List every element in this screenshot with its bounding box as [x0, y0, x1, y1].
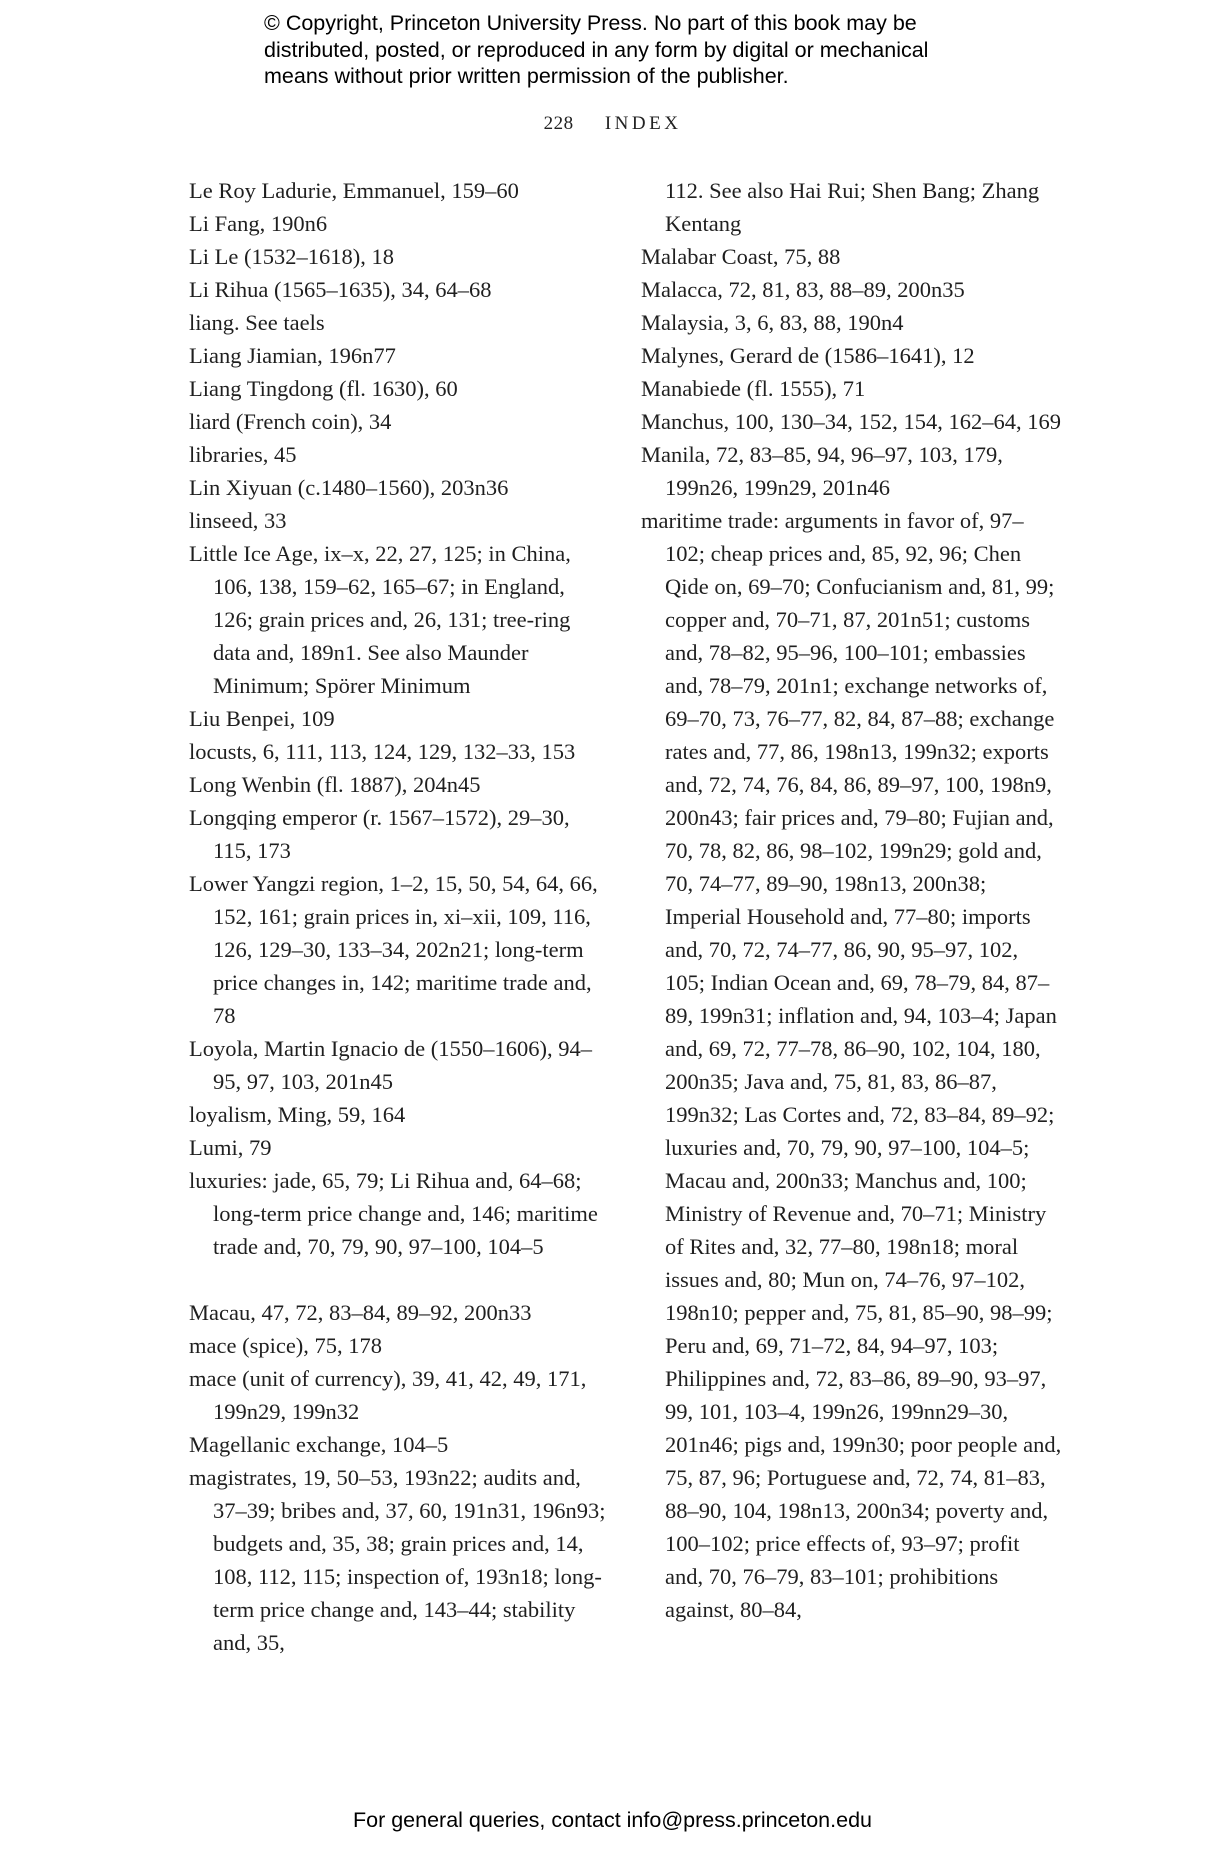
- index-entry: locusts, 6, 111, 113, 124, 129, 132–33, 153: [189, 739, 576, 764]
- index-column-right: [641, 174, 1063, 1626]
- copyright-notice: [264, 10, 984, 90]
- index-entry: Lumi, 79: [189, 1135, 272, 1160]
- page-title: INDEX: [604, 113, 682, 134]
- index-entry: Little Ice Age, ix–x, 22, 27, 125; in China, 106, 138, 159–62, 165–67; in England, 126; grain prices and, 26, 131; tree-ring data and, 189n1. See also Maunder Minimum; Spörer Minimum: [189, 541, 571, 698]
- index-entry: Loyola, Martin Ignacio de (1550–1606), 94–95, 97, 103, 201n45: [189, 1036, 593, 1094]
- index-entry: Manila, 72, 83–85, 94, 96–97, 103, 179, 199n26, 199n29, 201n46: [641, 442, 1003, 500]
- index-entry: maritime trade: arguments in favor of, 97–102; cheap prices and, 85, 92, 96; Chen Qide on, 69–70; Confucianism and, 81, 99; copper and, 70–71, 87, 201n51; customs and, 78–82, 95–96, 100–101; embassies and, 78–79, 201n1; exchange networks of, 69–70, 73, 76–77, 82, 84, 87–88; exchange rates and, 77, 86, 198n13, 199n32; exports and, 72, 74, 76, 84, 86, 89–97, 100, 198n9, 200n43; fair prices and, 79–80; Fujian and, 70, 78, 82, 86, 98–102, 199n29; gold and, 70, 74–77, 89–90, 198n13, 200n38; Imperial Household and, 77–80; imports and, 70, 72, 74–77, 86, 90, 95–97, 102, 105; Indian Ocean and, 69, 78–79, 84, 87–89, 199n31; inflation and, 94, 103–4; Japan and, 69, 72, 77–78, 86–90, 102, 104, 180, 200n35; Java and, 75, 81, 83, 86–87, 199n32; Las Cortes and, 72, 83–84, 89–92; luxuries and, 70, 79, 90, 97–100, 104–5; Macau and, 200n33; Manchus and, 100; Ministry of Revenue and, 70–71; Ministry of Rites and, 32, 77–80, 198n18; moral issues and, 80; Mun on, 74–76, 97–102, 198n10; pepper and, 75, 81, 85–90, 98–99; Peru and, 69, 71–72, 84, 94–97, 103; Philippines and, 72, 83–86, 89–90, 93–97, 99, 101, 103–4, 199n26, 199nn29–30, 201n46; pigs and, 199n30; poor people and, 75, 87, 96; Portuguese and, 72, 74, 81–83, 88–90, 104, 198n13, 200n34; poverty and, 100–102; price effects of, 93–97; profit and, 70, 76–79, 83–101; prohibitions against, 80–84,: [641, 508, 1062, 1622]
- index-entry: Liang Jiamian, 196n77: [189, 343, 396, 368]
- running-head: [0, 113, 1225, 135]
- index-entry: Macau, 47, 72, 83–84, 89–92, 200n33: [189, 1300, 532, 1325]
- index-entry: Manchus, 100, 130–34, 152, 154, 162–64, 169: [641, 409, 1061, 434]
- index-entry: Li Rihua (1565–1635), 34, 64–68: [189, 277, 492, 302]
- page-number: 228: [543, 113, 574, 134]
- index-entry: Lower Yangzi region, 1–2, 15, 50, 54, 64, 66, 152, 161; grain prices in, xi–xii, 109, 116, 126, 129–30, 133–34, 202n21; long-term price changes in, 142; maritime trade and, 78: [189, 871, 598, 1028]
- index-entry: Malabar Coast, 75, 88: [641, 244, 841, 269]
- index-entry: Malynes, Gerard de (1586–1641), 12: [641, 343, 975, 368]
- index-entry: libraries, 45: [189, 442, 297, 467]
- index-entry: Longqing emperor (r. 1567–1572), 29–30, 115, 173: [189, 805, 570, 863]
- index-entry: Li Le (1532–1618), 18: [189, 244, 394, 269]
- section-gap: [189, 1263, 609, 1296]
- index-entry: Li Fang, 190n6: [189, 211, 328, 236]
- index-entry: mace (spice), 75, 178: [189, 1333, 383, 1358]
- index-entry: liard (French coin), 34: [189, 409, 392, 434]
- index-entry: Lin Xiyuan (c.1480–1560), 203n36: [189, 475, 509, 500]
- index-entry: Malacca, 72, 81, 83, 88–89, 200n35: [641, 277, 965, 302]
- index-entry: Long Wenbin (fl. 1887), 204n45: [189, 772, 481, 797]
- index-entry: linseed, 33: [189, 508, 287, 533]
- index-entry: loyalism, Ming, 59, 164: [189, 1102, 406, 1127]
- index-column-left: [189, 174, 609, 1659]
- index-entry: Le Roy Ladurie, Emmanuel, 159–60: [189, 178, 519, 203]
- index-entry: magistrates, 19, 50–53, 193n22; audits and, 37–39; bribes and, 37, 60, 191n31, 196n93; budgets and, 35, 38; grain prices and, 14, 108, 112, 115; inspection of, 193n18; long-term price change and, 143–44; stability and, 35,: [189, 1465, 606, 1655]
- index-entry: Manabiede (fl. 1555), 71: [641, 376, 866, 401]
- index-entry: mace (unit of currency), 39, 41, 42, 49, 171, 199n29, 199n32: [189, 1366, 587, 1424]
- index-entry: Magellanic exchange, 104–5: [189, 1432, 449, 1457]
- footer-contact: For general queries, contact info@press.princeton.edu: [352, 1808, 872, 1832]
- index-entry: luxuries: jade, 65, 79; Li Rihua and, 64–68; long-term price change and, 146; maritime trade and, 70, 79, 90, 97–100, 104–5: [189, 1168, 598, 1259]
- index-entry: liang. See taels: [189, 310, 325, 335]
- copyright-line: © Copyright, Princeton University Press. No part of this book may be: [264, 11, 917, 35]
- index-entry-continued: 112. See also Hai Rui; Shen Bang; Zhang Kentang: [665, 178, 1040, 236]
- copyright-line: distributed, posted, or reproduced in any form by digital or mechanical: [264, 37, 929, 62]
- index-entry: Liang Tingdong (fl. 1630), 60: [189, 376, 458, 401]
- index-entry: Liu Benpei, 109: [189, 706, 335, 731]
- copyright-line: means without prior written permission of the publisher.: [264, 64, 789, 88]
- index-entry: Malaysia, 3, 6, 83, 88, 190n4: [641, 310, 904, 335]
